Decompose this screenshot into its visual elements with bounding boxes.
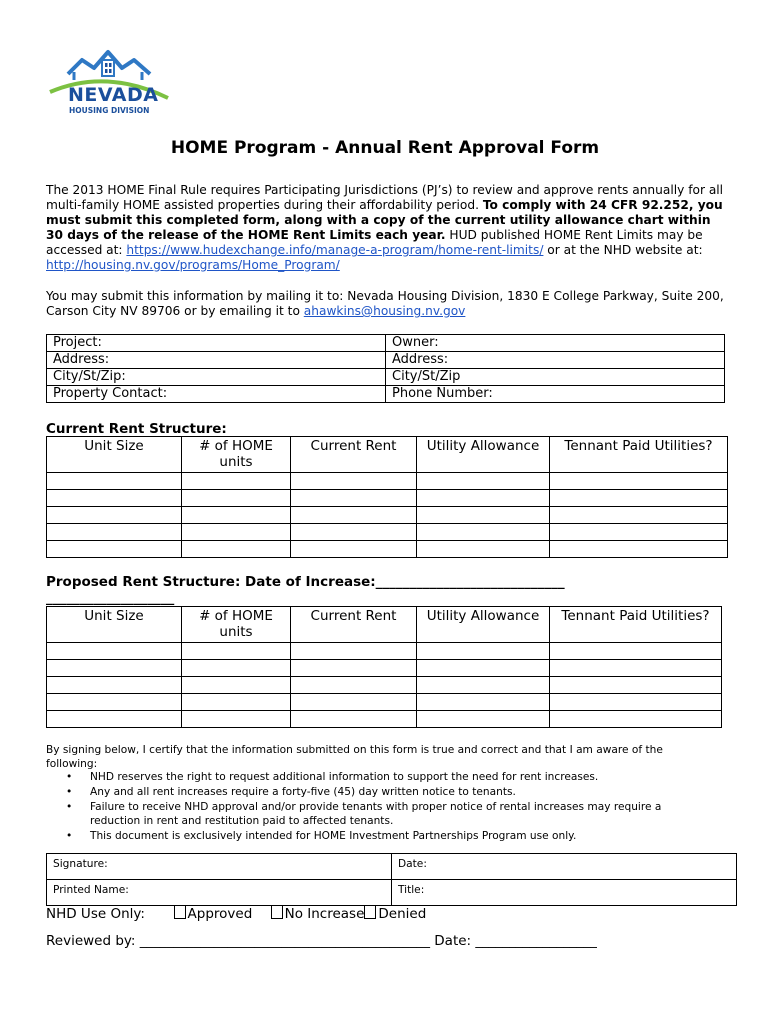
owner-field[interactable]: Owner:: [386, 335, 725, 352]
date-field[interactable]: Date:: [392, 854, 737, 880]
owner-address-field[interactable]: Address:: [386, 352, 725, 369]
phone-number-field[interactable]: Phone Number:: [386, 386, 725, 403]
owner-city-field[interactable]: City/St/Zip: [386, 369, 725, 386]
project-address-field[interactable]: Address:: [47, 352, 386, 369]
mailing-paragraph: [46, 289, 726, 319]
bullet-3: [66, 800, 716, 828]
no-increase-label: No Increase: [284, 906, 365, 922]
table-row: [47, 490, 728, 507]
col-unit-size: Unit Size: [47, 607, 182, 643]
table-row: [47, 524, 728, 541]
intro-text: The 2013 HOME Final Rule requires Participating Jurisdictions (PJ’s) to review and approve rents annually for all multi-family HOME assisted properties during their affordability period.: [46, 183, 724, 212]
bullet-2: [66, 785, 716, 799]
project-city-field[interactable]: City/St/Zip:: [47, 369, 386, 386]
logo-subtitle: HOUSING DIVISION: [69, 106, 150, 115]
intro-hud-text: HUD published HOME Rent Limits may be accessed at:: [46, 228, 703, 257]
col-current-rent: Current Rent: [291, 607, 417, 643]
bullet-text: Failure to receive NHD approval and/or provide tenants with proper notice of rental increases may require a reduction in rent and restitution paid to affected tenants.: [90, 801, 662, 827]
denied-checkbox[interactable]: [364, 905, 376, 919]
bullet-4: [66, 829, 716, 843]
table-row: [47, 677, 722, 694]
col-current-rent: Current Rent: [291, 437, 417, 473]
col-unit-size: Unit Size: [47, 437, 182, 473]
bullet-icon: •: [66, 771, 73, 783]
col-utility-allowance: Utility Allowance: [417, 607, 550, 643]
intro-paragraph: [46, 183, 726, 273]
intro-nhd-text: or at the NHD website at:: [543, 243, 703, 257]
page-title: HOME Program - Annual Rent Approval Form: [170, 138, 600, 158]
certification-intro: By signing below, I certify that the information submitted on this form is true and correct and that I am aware of the following:: [46, 744, 663, 770]
table-row: [47, 711, 722, 728]
mailing-text: You may submit this information by mailing it to: Nevada Housing Division, 1830 E College Parkway, Suite 200, Carson City NV 89706 or by emailing it to: [46, 289, 724, 318]
email-link[interactable]: ahawkins@housing.nv.gov: [303, 304, 466, 318]
title-field[interactable]: Title:: [392, 880, 737, 906]
proposed-rent-heading: Proposed Rent Structure: Date of Increase:_______________________________________________: [46, 574, 565, 606]
bullet-icon: •: [66, 786, 73, 798]
nhd-website-link[interactable]: http://housing.nv.gov/programs/Home_Program/: [46, 258, 340, 272]
reviewed-by-line: Reviewed by: ___________________________________________ Date: __________________: [46, 933, 597, 949]
bullet-icon: •: [66, 830, 73, 842]
table-row: [47, 643, 722, 660]
bullet-1: [66, 770, 716, 784]
denied-label: Denied: [378, 906, 427, 922]
col-utility-allowance: Utility Allowance: [417, 437, 550, 473]
property-contact-field[interactable]: Property Contact:: [47, 386, 386, 403]
table-row: [47, 507, 728, 524]
signature-field[interactable]: Signature:: [47, 854, 392, 880]
intro-compliance-text: To comply with 24 CFR 92.252, you must submit this completed form, along with a copy of the current utility allowance chart within 30 days of the release of the HOME Rent Limits each year.: [46, 198, 723, 242]
project-field[interactable]: Project:: [47, 335, 386, 352]
col-home-units: # of HOME units: [182, 607, 291, 643]
bullet-text: Any and all rent increases require a forty-five (45) day written notice to tenants.: [90, 786, 516, 798]
table-row: [47, 660, 722, 677]
no-increase-checkbox[interactable]: [271, 905, 283, 919]
current-rent-heading: Current Rent Structure:: [46, 421, 227, 437]
col-tenant-paid-utilities: Tennant Paid Utilities?: [550, 607, 722, 643]
signature-table: [46, 853, 737, 906]
col-tenant-paid-utilities: Tennant Paid Utilities?: [550, 437, 728, 473]
bullet-text: This document is exclusively intended for HOME Investment Partnerships Program use only.: [90, 830, 577, 842]
col-home-units: # of HOME units: [182, 437, 291, 473]
table-row: [47, 473, 728, 490]
nevada-housing-logo: [46, 46, 176, 118]
table-row: [47, 541, 728, 558]
printed-name-field[interactable]: Printed Name:: [47, 880, 392, 906]
current-rent-table: [46, 436, 728, 558]
hud-rent-limits-link[interactable]: https://www.hudexchange.info/manage-a-program/home-rent-limits/: [126, 243, 544, 257]
table-row: [47, 694, 722, 711]
approved-checkbox[interactable]: [174, 905, 186, 919]
bullet-text: NHD reserves the right to request additional information to support the need for rent increases.: [90, 771, 599, 783]
bullet-icon: •: [66, 801, 73, 813]
proposed-rent-table: [46, 606, 722, 728]
nhd-use-only-row: [46, 905, 426, 923]
nhd-use-only-label: NHD Use Only:: [46, 906, 145, 922]
approved-label: Approved: [187, 906, 253, 922]
project-owner-table: [46, 334, 725, 403]
logo-brand: NEVADA: [68, 84, 159, 106]
